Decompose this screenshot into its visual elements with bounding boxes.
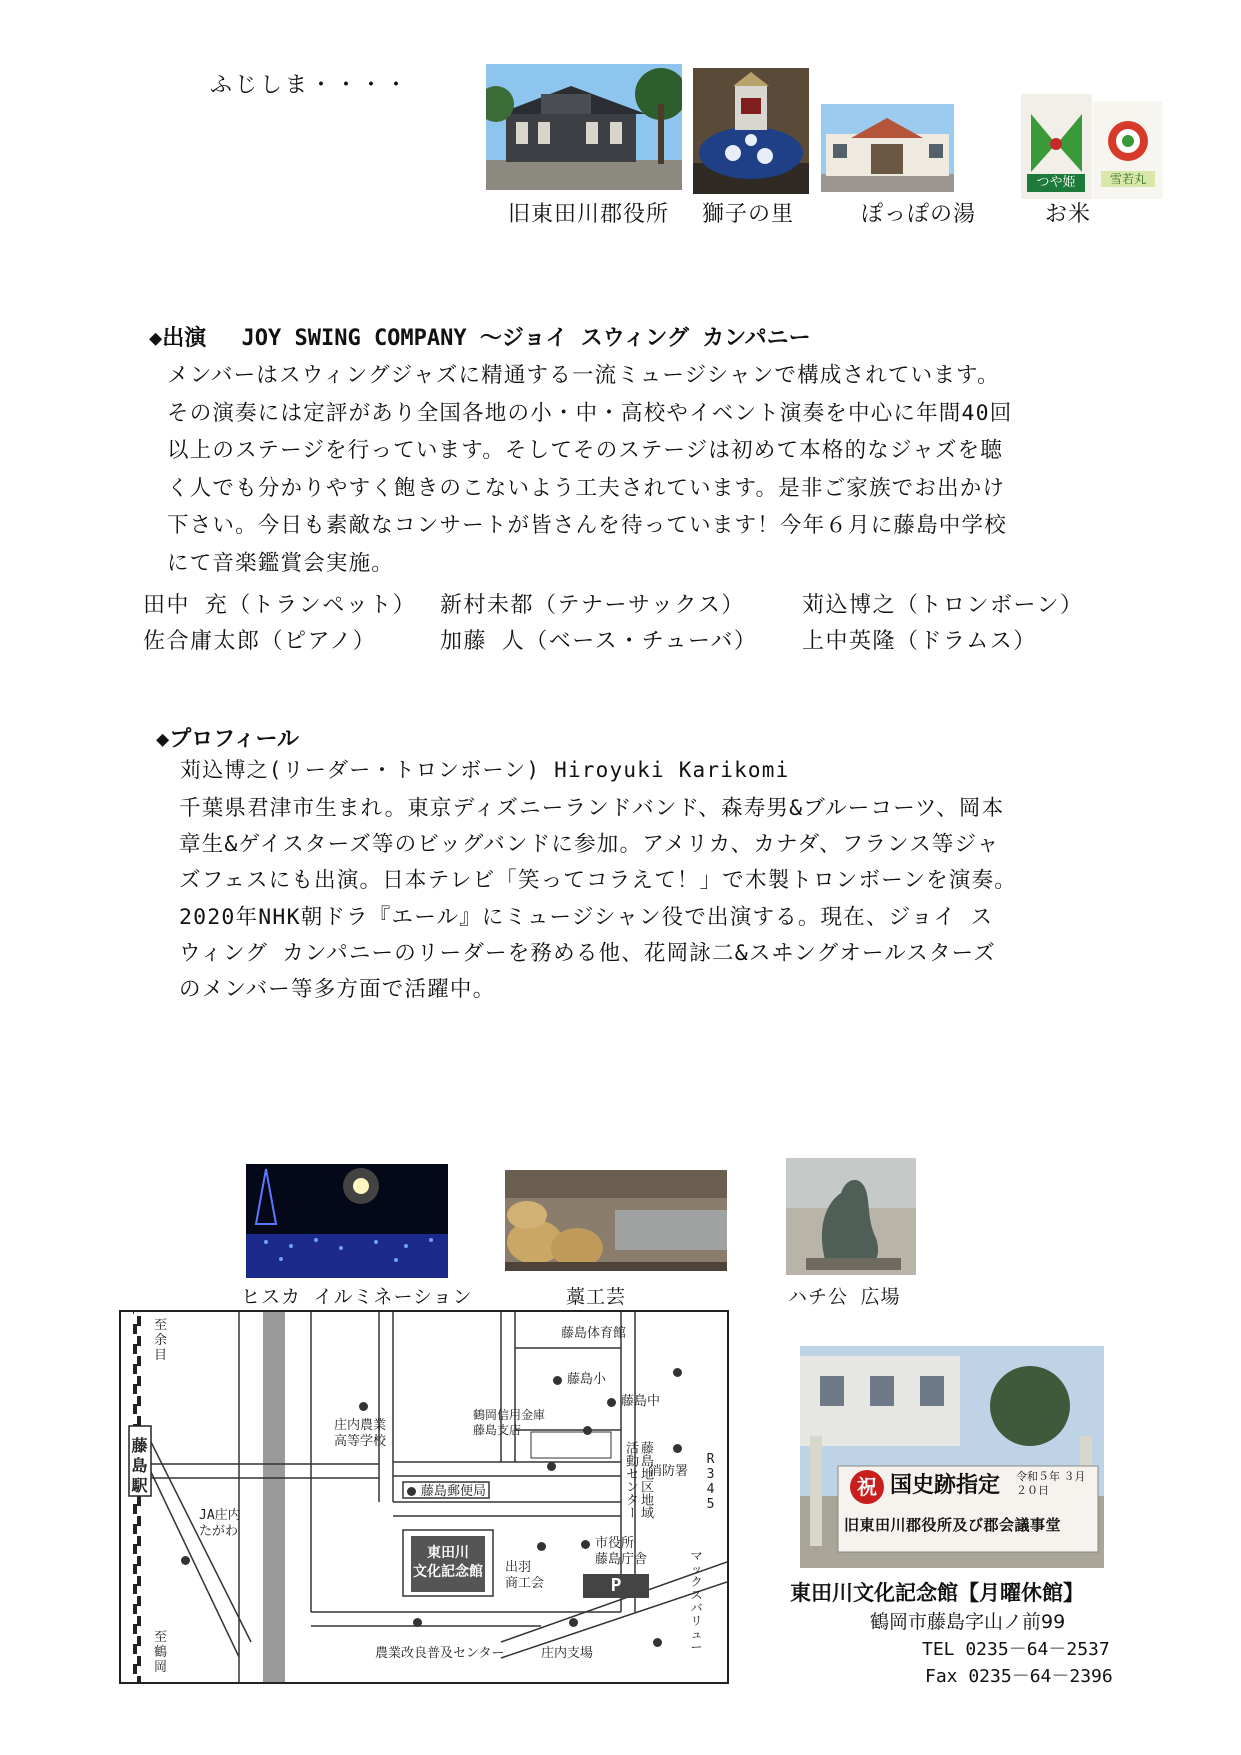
member-shinmura: 新村未都（テナーサックス） bbox=[440, 593, 745, 618]
member-sago: 佐合庸太郎（ピアノ） bbox=[143, 629, 377, 654]
map-label-shonai-nogyo: 庄内農業 高等学校 bbox=[334, 1418, 387, 1449]
map-dot-chiiki-center bbox=[583, 1426, 592, 1435]
map-label-shonai-shijo: 庄内支場 bbox=[541, 1646, 594, 1661]
map-dot-shonai-nogyo bbox=[359, 1402, 368, 1411]
venue-tel: TEL 0235－64－2537 bbox=[922, 1639, 1110, 1660]
map-label-yubinkyoku: 藤島郵便局 bbox=[421, 1484, 487, 1499]
venue-name: 東田川文化記念館【月曜休館】 bbox=[790, 1581, 1084, 1605]
description-line: メンバーはスウィングジャズに精通する一流ミュージシャンで構成されています。 bbox=[167, 363, 1000, 388]
hisuka-illumination-photo bbox=[246, 1164, 448, 1278]
hachiko-caption: ハチ公 広場 bbox=[788, 1286, 901, 1308]
map-label-shinkin: 鶴岡信用金庫 藤島支店 bbox=[473, 1408, 546, 1437]
map-dot-shobosho bbox=[673, 1444, 682, 1453]
map-dot-shinkin bbox=[547, 1462, 556, 1471]
map-label-chiiki-center-1 bbox=[605, 1440, 653, 1520]
map-label-maxvalu: マックスバリュー bbox=[690, 1549, 703, 1654]
map-dot-taiikukan bbox=[673, 1368, 682, 1377]
map-label-r345: R345 bbox=[706, 1452, 715, 1512]
map-label-fujishima-sho: 藤島小 bbox=[567, 1372, 607, 1387]
map-dot-dewa bbox=[537, 1542, 546, 1551]
map-dot-fujishima-chu bbox=[607, 1398, 616, 1407]
kyu-yakusho-caption: 旧東田川郡役所 bbox=[508, 202, 670, 227]
tsuyahime-label: つや姫 bbox=[1027, 174, 1085, 192]
okome-caption: お米 bbox=[1045, 202, 1092, 227]
profile-line: のメンバー等多方面で活躍中。 bbox=[179, 977, 496, 1003]
hisuka-caption: ヒスカ イルミネーション bbox=[241, 1286, 473, 1308]
sign-subtitle: 旧東田川郡役所及び郡会議事堂 bbox=[844, 1516, 1062, 1534]
profile-line: ズフェスにも出演。日本テレビ「笑ってコラえて！」で木製トロンボーンを演奏。 bbox=[179, 868, 1017, 894]
performers-description bbox=[167, 357, 1013, 582]
access-map bbox=[119, 1310, 729, 1684]
description-line: 下さい。今日も素敵なコンサートが皆さんを待っています！今年６月に藤島中学校 bbox=[167, 513, 1007, 538]
description-line: 以上のステージを行っています。そしてそのステージは初めて本格的なジャズを聴 bbox=[167, 438, 1004, 463]
map-label-taiikukan: 藤島体育館 bbox=[561, 1326, 627, 1341]
map-dot-shiyakusho bbox=[581, 1540, 590, 1549]
map-label-fujishima-chu: 藤島中 bbox=[621, 1394, 661, 1409]
member-tanaka: 田中 充（トランペット） bbox=[143, 593, 417, 618]
map-dot-yubinkyoku bbox=[407, 1487, 416, 1496]
map-dot-maxvalu bbox=[653, 1638, 662, 1647]
description-line: その演奏には定評があり全国各地の小・中・高校やイベント演奏を中心に年間40回 bbox=[167, 400, 1013, 426]
member-karikomi: 苅込博之（トロンボーン） bbox=[802, 593, 1084, 618]
profile-heading: ◆プロフィール bbox=[156, 727, 300, 752]
poppo-photo bbox=[821, 104, 954, 192]
map-label-dewa-shokokai: 出羽 商工会 bbox=[505, 1560, 545, 1591]
map-bunka-kinenkan: 東田川 文化記念館 bbox=[411, 1536, 485, 1592]
description-line: にて音楽鑑賞会実施。 bbox=[167, 550, 395, 576]
map-dot-nogyo-kairyo bbox=[413, 1618, 422, 1627]
map-label-nogyo-kairyo: 農業改良普及センター bbox=[375, 1646, 505, 1661]
venue-address: 鶴岡市藤島字山ノ前99 bbox=[870, 1611, 1066, 1633]
map-label-shobosho: 消防署 bbox=[649, 1464, 689, 1479]
sign-date: 令和５年 ３月２０日 bbox=[1016, 1470, 1086, 1497]
chiiki-center-text: 藤島地区地域活動センター bbox=[623, 1441, 653, 1519]
profile-line: 章生&ゲイスターズ等のビッグバンドに参加。アメリカ、カナダ、フランス等ジャ bbox=[179, 832, 1000, 858]
map-dot-fujishima-sho bbox=[553, 1376, 562, 1385]
hachiko-photo bbox=[786, 1158, 916, 1275]
poppo-caption: ぽっぽの湯 bbox=[861, 202, 977, 227]
map-dot-ja-shonai bbox=[181, 1556, 190, 1565]
map-label-yoneme: 至余目 bbox=[153, 1318, 167, 1363]
description-line: く人でも分かりやすく飽きのこないよう工夫されています。是非ご家族でお出かけ bbox=[167, 475, 1006, 501]
wara-kogei-photo bbox=[505, 1170, 727, 1271]
profile-body bbox=[179, 791, 1017, 1008]
wara-caption: 藁工芸 bbox=[566, 1286, 627, 1308]
map-label-shiyakusho: 市役所 藤島庁舎 bbox=[595, 1536, 648, 1567]
intro-text: ふじしま・・・・ bbox=[210, 73, 411, 98]
sign-iwai: 祝 bbox=[850, 1470, 884, 1504]
kyu-yakusho-photo bbox=[486, 64, 682, 190]
shishi-photo bbox=[693, 68, 809, 194]
shishi-caption: 獅子の里 bbox=[702, 202, 795, 227]
venue-fax: Fax 0235－64－2396 bbox=[925, 1666, 1113, 1687]
map-label-ja-shonai: JA庄内 たがわ bbox=[199, 1508, 241, 1539]
member-kato: 加藤 人（ベース・チューバ） bbox=[440, 629, 758, 654]
profile-line: 2020年NHK朝ドラ『エール』にミュージシャン役で出演する。現在、ジョイ ス bbox=[179, 904, 994, 930]
map-label-tsuruoka: 至鶴岡 bbox=[153, 1630, 167, 1675]
member-uenaka: 上中英隆（ドラムス） bbox=[802, 629, 1037, 654]
profile-line: 千葉県君津市生まれ。東京ディズニーランドバンド、森寿男&ブルーコーツ、岡本 bbox=[179, 796, 1005, 821]
map-label-fujishima-station: 藤島駅 bbox=[131, 1436, 148, 1495]
profile-name-line: 苅込博之(リーダー・トロンボーン) Hiroyuki Karikomi bbox=[180, 758, 790, 782]
map-parking: P bbox=[583, 1574, 649, 1598]
map-dot-shonai-shijo bbox=[569, 1618, 578, 1627]
yukiwakamaru-rice-photo bbox=[1093, 101, 1163, 199]
tsuyahime-rice-photo bbox=[1021, 94, 1092, 199]
yukiwakamaru-label: 雪若丸 bbox=[1101, 171, 1155, 187]
kokushiseki-sign-photo bbox=[800, 1346, 1104, 1568]
profile-line: ウィング カンパニーのリーダーを務める他、花岡詠二&スヰングオールスターズ bbox=[179, 940, 996, 966]
sign-title: 国史跡指定 bbox=[890, 1473, 1001, 1498]
performers-heading: ◆出演 JOY SWING COMPANY ～ジョイ スウィング カンパニー bbox=[149, 326, 811, 351]
